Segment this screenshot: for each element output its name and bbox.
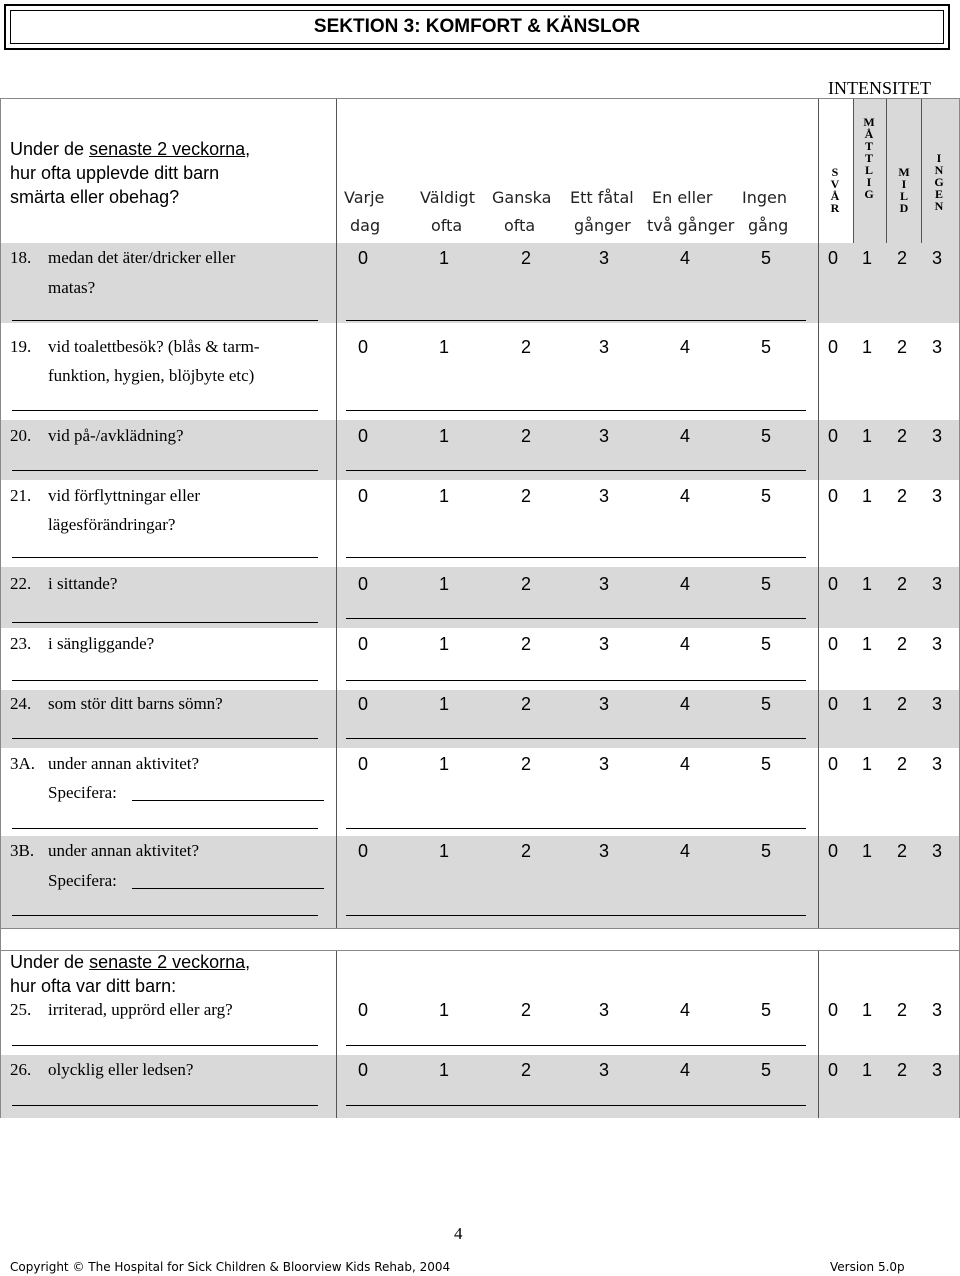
frequency-option: 3	[598, 426, 609, 446]
divider-intensity-1	[853, 99, 854, 243]
section-separator	[0, 928, 960, 929]
frequency-option: 4	[679, 1060, 690, 1080]
divider-question-freq-2	[336, 950, 337, 1118]
intensity-option: 2	[896, 574, 907, 594]
intensity-option: 2	[896, 754, 907, 774]
intensity-option: 2	[896, 694, 907, 714]
question-text: under annan aktivitet?	[48, 754, 200, 773]
frequency-option: 5	[760, 754, 771, 774]
intensity-option: 1	[861, 694, 872, 714]
frequency-option: 2	[520, 1000, 531, 1020]
freq-header-3-bottom: gånger	[574, 216, 631, 235]
frequency-option: 3	[598, 486, 609, 506]
frequency-option: 3	[598, 1060, 609, 1080]
answer-line-frequency	[346, 618, 806, 619]
answer-line-question	[12, 680, 318, 681]
answer-line-question	[12, 557, 318, 558]
question-text-line2: funktion, hygien, blöjbyte etc)	[48, 366, 255, 385]
frequency-option: 1	[438, 694, 449, 714]
section1-line1-pre: Under de	[10, 139, 90, 159]
intensity-option: 3	[931, 634, 942, 654]
question-text: i sängliggande?	[48, 634, 155, 653]
question-text-line2: Specifera:	[48, 783, 117, 802]
question-text-line2: matas?	[48, 278, 96, 297]
intensity-option: 0	[827, 574, 838, 594]
freq-header-0-bottom: dag	[350, 216, 381, 235]
frequency-option: 4	[679, 754, 690, 774]
frequency-option: 5	[760, 1000, 771, 1020]
intensity-option: 0	[827, 634, 838, 654]
answer-line-frequency	[346, 828, 806, 829]
footer-version: Version 5.0p	[830, 1260, 905, 1274]
frequency-option: 5	[760, 634, 771, 654]
intensity-option: 2	[896, 1060, 907, 1080]
frequency-option: 2	[520, 574, 531, 594]
divider-freq-intensity	[818, 99, 819, 928]
question-text: olycklig eller ledsen?	[48, 1060, 194, 1079]
frequency-option: 4	[679, 694, 690, 714]
intensity-option: 3	[931, 1000, 942, 1020]
intensity-option: 0	[827, 754, 838, 774]
frequency-option: 1	[438, 337, 449, 357]
frequency-option: 2	[520, 248, 531, 268]
intensity-option: 0	[827, 1000, 838, 1020]
frequency-option: 0	[357, 337, 368, 357]
intensity-option: 0	[827, 841, 838, 861]
answer-line-frequency	[346, 557, 806, 558]
frequency-option: 2	[520, 634, 531, 654]
frequency-option: 2	[520, 486, 531, 506]
frequency-option: 4	[679, 486, 690, 506]
frequency-option: 0	[357, 841, 368, 861]
frequency-option: 5	[760, 574, 771, 594]
intensity-option: 1	[861, 841, 872, 861]
answer-line-question	[12, 915, 318, 916]
intensity-option: 0	[827, 248, 838, 268]
frequency-option: 3	[598, 337, 609, 357]
section2-line1-pre: Under de	[10, 952, 90, 972]
answer-line-frequency	[346, 680, 806, 681]
frequency-option: 4	[679, 841, 690, 861]
frequency-option: 3	[598, 841, 609, 861]
frequency-option: 0	[357, 1000, 368, 1020]
section2-line1-post: ,	[245, 952, 251, 972]
frequency-option: 4	[679, 248, 690, 268]
frequency-option: 1	[438, 574, 449, 594]
answer-line-question	[12, 1045, 318, 1046]
question-text-line2: Specifera:	[48, 871, 117, 890]
intensity-option: 2	[896, 1000, 907, 1020]
intensity-option: 3	[931, 1060, 942, 1080]
intensity-option: 0	[827, 426, 838, 446]
frequency-option: 3	[598, 754, 609, 774]
frequency-option: 1	[438, 486, 449, 506]
intensity-header-ingen: I N G E N	[934, 151, 944, 213]
frequency-option: 5	[760, 694, 771, 714]
frequency-option: 1	[438, 248, 449, 268]
question-text: irriterad, upprörd eller arg?	[48, 1000, 233, 1019]
question-number: 3B.	[10, 841, 35, 860]
frequency-option: 1	[438, 841, 449, 861]
frequency-option: 4	[679, 1000, 690, 1020]
intensity-option: 1	[861, 754, 872, 774]
frequency-option: 4	[679, 574, 690, 594]
intensity-option: 0	[827, 337, 838, 357]
section1-line1-post: ,	[245, 139, 251, 159]
frequency-option: 1	[438, 1060, 449, 1080]
answer-line-frequency	[346, 470, 806, 471]
divider-freq-intensity-2	[818, 950, 819, 1118]
freq-header-1-bottom: ofta	[431, 216, 463, 235]
intensity-option: 2	[896, 486, 907, 506]
frequency-option: 3	[598, 248, 609, 268]
intensity-option: 1	[861, 574, 872, 594]
answer-line-question	[12, 410, 318, 411]
intensity-option: 3	[931, 574, 942, 594]
answer-line-frequency	[346, 915, 806, 916]
page-number: 4	[454, 1224, 463, 1243]
intensity-option: 1	[861, 248, 872, 268]
section2-line1-underlined: senaste 2 veckorna	[89, 952, 246, 972]
question-number: 22.	[10, 574, 32, 593]
question-text-line2: lägesförändringar?	[48, 515, 176, 534]
divider-intensity-3	[921, 99, 922, 243]
intensity-option: 2	[896, 337, 907, 357]
intensity-option: 0	[827, 694, 838, 714]
intensity-option: 1	[861, 486, 872, 506]
intensity-option: 1	[861, 426, 872, 446]
frequency-option: 2	[520, 694, 531, 714]
question-number: 26.	[10, 1060, 32, 1079]
question-number: 25.	[10, 1000, 32, 1019]
intensity-option: 2	[896, 248, 907, 268]
frequency-option: 2	[520, 841, 531, 861]
frequency-option: 2	[520, 337, 531, 357]
answer-line-frequency	[346, 1105, 806, 1106]
specify-line	[132, 800, 324, 801]
frequency-option: 5	[760, 486, 771, 506]
section2-heading	[10, 950, 250, 998]
frequency-option: 2	[520, 426, 531, 446]
freq-header-5-bottom: gång	[748, 216, 789, 235]
section-title: SEKTION 3: KOMFORT & KÄNSLOR	[10, 10, 944, 44]
frequency-option: 0	[357, 574, 368, 594]
frequency-option: 1	[438, 426, 449, 446]
intensity-option: 3	[931, 248, 942, 268]
question-text: vid på-/avklädning?	[48, 426, 184, 445]
freq-header-0-top: Varje	[344, 188, 385, 207]
divider-intensity-2	[886, 99, 887, 243]
question-text: som stör ditt barns sömn?	[48, 694, 223, 713]
frequency-option: 1	[438, 634, 449, 654]
question-number: 19.	[10, 337, 32, 356]
answer-line-question	[12, 1105, 318, 1106]
intensity-header-mild: M I L D	[898, 165, 910, 215]
frequency-option: 3	[598, 1000, 609, 1020]
answer-line-frequency	[346, 1045, 806, 1046]
answer-line-frequency	[346, 410, 806, 411]
frequency-option: 5	[760, 426, 771, 446]
frequency-option: 0	[357, 248, 368, 268]
frequency-option: 5	[760, 841, 771, 861]
question-number: 18.	[10, 248, 32, 267]
frequency-option: 1	[438, 1000, 449, 1020]
frequency-option: 3	[598, 634, 609, 654]
freq-header-2-top: Ganska	[492, 188, 552, 207]
answer-line-question	[12, 470, 318, 471]
section2-line2: hur ofta var ditt barn:	[10, 976, 177, 996]
intensity-option: 3	[931, 486, 942, 506]
question-number: 24.	[10, 694, 32, 713]
intensity-option: 1	[861, 634, 872, 654]
answer-line-question	[12, 828, 318, 829]
answer-line-question	[12, 738, 318, 739]
frequency-option: 3	[598, 694, 609, 714]
answer-line-frequency	[346, 738, 806, 739]
frequency-option: 2	[520, 754, 531, 774]
frequency-option: 0	[357, 754, 368, 774]
intensity-header-svar: S V Å R	[830, 165, 840, 215]
intensity-option: 3	[931, 841, 942, 861]
frequency-option: 2	[520, 1060, 531, 1080]
title-box	[4, 4, 950, 50]
question-text: vid toalettbesök? (blås & tarm-	[48, 337, 260, 356]
section1-heading	[10, 137, 250, 209]
answer-line-question	[12, 622, 318, 623]
question-text: vid förflyttningar eller	[48, 486, 201, 505]
frequency-option: 5	[760, 337, 771, 357]
section1-line1-underlined: senaste 2 veckorna	[89, 139, 246, 159]
frequency-option: 0	[357, 486, 368, 506]
frequency-option: 4	[679, 634, 690, 654]
divider-question-freq	[336, 99, 337, 928]
freq-header-3-top: Ett fåtal	[570, 188, 634, 207]
freq-header-4-top: En eller	[652, 188, 713, 207]
freq-header-4-bottom: två gånger	[647, 216, 735, 235]
intensity-label: INTENSITET	[828, 78, 931, 98]
intensity-option: 1	[861, 337, 872, 357]
freq-header-1-top: Väldigt	[420, 188, 475, 207]
freq-header-2-bottom: ofta	[504, 216, 536, 235]
frequency-option: 4	[679, 426, 690, 446]
intensity-option: 2	[896, 634, 907, 654]
question-number: 20.	[10, 426, 32, 445]
intensity-option: 3	[931, 426, 942, 446]
answer-line-question	[12, 320, 318, 321]
frequency-option: 5	[760, 1060, 771, 1080]
frequency-option: 5	[760, 248, 771, 268]
specify-line	[132, 888, 324, 889]
answer-line-frequency	[346, 320, 806, 321]
intensity-option: 0	[827, 1060, 838, 1080]
intensity-option: 3	[931, 337, 942, 357]
frequency-option: 0	[357, 634, 368, 654]
frequency-option: 4	[679, 337, 690, 357]
intensity-option: 1	[861, 1000, 872, 1020]
intensity-option: 3	[931, 694, 942, 714]
frequency-option: 1	[438, 754, 449, 774]
intensity-option: 3	[931, 754, 942, 774]
intensity-header-mattlig: M Å T T L I G	[863, 115, 875, 201]
intensity-option: 0	[827, 486, 838, 506]
frequency-option: 0	[357, 1060, 368, 1080]
frequency-option: 0	[357, 694, 368, 714]
frequency-option: 3	[598, 574, 609, 594]
question-number: 3A.	[10, 754, 36, 773]
section1-line2: hur ofta upplevde ditt barn	[10, 163, 220, 183]
intensity-option: 1	[861, 1060, 872, 1080]
intensity-option: 2	[896, 841, 907, 861]
question-text: under annan aktivitet?	[48, 841, 200, 860]
intensity-option: 2	[896, 426, 907, 446]
footer-copyright: Copyright © The Hospital for Sick Children & Bloorview Kids Rehab, 2004	[10, 1260, 451, 1274]
question-text: i sittande?	[48, 574, 118, 593]
section1-line3: smärta eller obehag?	[10, 187, 180, 207]
question-number: 21.	[10, 486, 32, 505]
freq-header-5-top: Ingen	[742, 188, 787, 207]
question-number: 23.	[10, 634, 32, 653]
frequency-option: 0	[357, 426, 368, 446]
question-text: medan det äter/dricker eller	[48, 248, 236, 267]
